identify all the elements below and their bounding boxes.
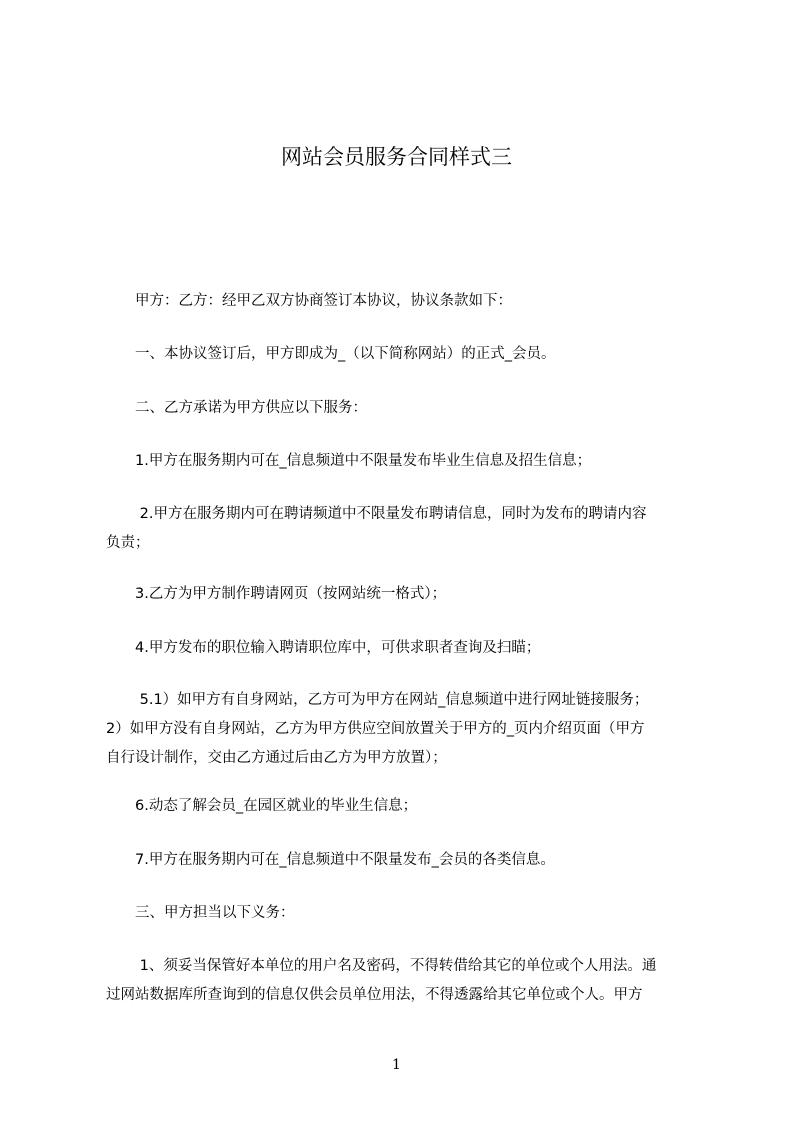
paragraph-line: 4.甲方发布的职位输入聘请职位库中，可供求职者查询及扫瞄； — [106, 640, 541, 656]
paragraph-line: 1、须妥当保管好本单位的用户名及密码，不得转借给其它的单位或个人用法。通 — [106, 958, 657, 974]
paragraph-line: 5.1）如甲方有自身网站，乙方可为甲方在网站_信息频道中进行网址链接服务； — [106, 692, 649, 708]
paragraph-line: 一、本协议签订后，甲方即成为_（以下简称网站）的正式_会员。 — [106, 346, 556, 362]
paragraph-clause-2-heading — [106, 394, 706, 423]
paragraph-line: 7.甲方在服务期内可在_信息频道中不限量发布_会员的各类信息。 — [106, 852, 555, 868]
paragraph-line: 二、乙方承诺为甲方供应以下服务： — [106, 400, 367, 416]
paragraph-line: 甲方：乙方：经甲乙双方协商签订本协议，协议条款如下： — [106, 293, 512, 309]
paragraph-service-7 — [106, 846, 706, 875]
paragraph-line: 自行设计制作，交由乙方通过后由乙方为甲方放置）； — [106, 750, 447, 766]
paragraph-line: 1.甲方在服务期内可在_信息频道中不限量发布毕业生信息及招生信息； — [106, 453, 592, 469]
paragraph-line: 2）如甲方没有自身网站，乙方为甲方供应空间放置关于甲方的_页内介绍页面（甲方 — [106, 721, 645, 737]
paragraph-service-5 — [106, 686, 706, 773]
paragraph-service-6 — [106, 792, 706, 821]
paragraph-service-4 — [106, 634, 706, 663]
paragraph-clause-1 — [106, 340, 706, 369]
paragraph-parties — [106, 287, 706, 316]
paragraph-line: 过网站数据库所查询到的信息仅供会员单位用法，不得透露给其它单位或个人。甲方 — [106, 987, 643, 1003]
paragraph-service-2 — [106, 500, 706, 558]
paragraph-service-3 — [106, 580, 706, 609]
paragraph-line: 负责； — [106, 535, 150, 551]
document-title: 网站会员服务合同样式三 — [281, 145, 512, 169]
paragraph-line: 2.甲方在服务期内可在聘请频道中不限量发布聘请信息，同时为发布的聘请内容 — [106, 506, 647, 522]
paragraph-line: 6.动态了解会员_在园区就业的毕业生信息； — [106, 798, 418, 814]
paragraph-obligation-1 — [106, 952, 706, 1010]
page-number: 1 — [392, 1057, 401, 1073]
paragraph-clause-3-heading — [106, 899, 706, 928]
paragraph-line: 3.乙方为甲方制作聘请网页（按网站统一格式）； — [106, 586, 447, 602]
paragraph-service-1 — [106, 447, 706, 476]
paragraph-line: 三、甲方担当以下义务： — [106, 905, 295, 921]
